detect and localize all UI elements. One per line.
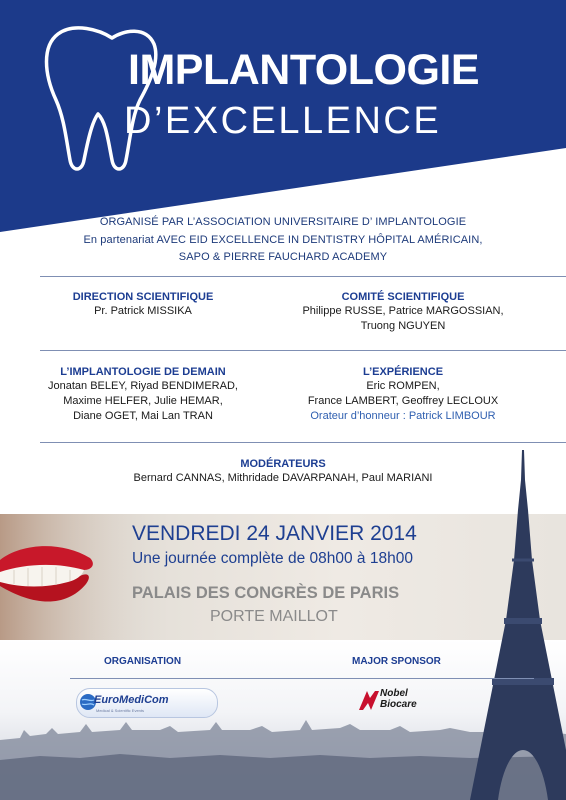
demain-block (8, 365, 278, 424)
comite-block (268, 290, 538, 334)
organizer-line-3: SAPO & PIERRE FAUCHARD ACADEMY (178, 251, 388, 263)
organizer-line-2: En partenariat AVEC EID EXCELLENCE IN DENTISTRY HÔPITAL AMÉRICAIN, (83, 234, 483, 246)
divider-2 (40, 350, 566, 351)
nobel-biocare-logo-text (380, 688, 417, 710)
experience-block (268, 365, 538, 424)
organizer-line-1: ORGANISÉ PAR L’ASSOCIATION UNIVERSITAIRE D’ IMPLANTOLOGIE (99, 216, 467, 228)
event-venue-sub: PORTE MAILLOT (210, 608, 338, 625)
comite-heading: COMITÉ SCIENTIFIQUE (341, 291, 465, 303)
eiffel-tower-image (468, 450, 566, 800)
euromedicom-logo-text: EuroMediCom (94, 694, 169, 706)
experience-heading: L’EXPÉRIENCE (362, 366, 444, 378)
title-line2: D’EXCELLENCE (124, 100, 442, 142)
experience-honor: Orateur d’honneur : Patrick LIMBOUR (310, 410, 496, 422)
experience-names-2: France LAMBERT, Geoffrey LECLOUX (307, 395, 499, 407)
experience-names-1: Eric ROMPEN, (366, 380, 440, 392)
demain-heading: L’IMPLANTOLOGIE DE DEMAIN (60, 366, 226, 378)
title-line1: IMPLANTOLOGIE (128, 46, 480, 94)
euromedicom-tagline: Medical & Scientific Events (96, 708, 145, 713)
direction-heading: DIRECTION SCIENTIFIQUE (72, 291, 214, 303)
organisation-label: ORGANISATION (104, 656, 182, 667)
event-venue: PALAIS DES CONGRÈS DE PARIS (132, 584, 400, 602)
demain-names-2: Maxime HELFER, Julie HEMAR, (63, 395, 223, 407)
event-hours: Une journée complète de 08h00 à 18h00 (132, 550, 413, 567)
biocare-line: Biocare (380, 699, 417, 710)
demain-names-1: Jonatan BELEY, Riyad BENDIMERAD, (48, 380, 238, 392)
footer-divider (70, 678, 534, 679)
moderateurs-names: Bernard CANNAS, Mithridade DAVARPANAH, Paul MARIANI (133, 472, 433, 484)
divider-3 (40, 442, 566, 443)
direction-block (8, 290, 278, 319)
nobel-biocare-icon (356, 688, 382, 714)
demain-names-3: Diane OGET, Mai Lan TRAN (73, 410, 213, 422)
event-date: VENDREDI 24 JANVIER 2014 (132, 522, 417, 545)
nobel-line: Nobel (380, 688, 408, 699)
comite-names-2: Truong NGUYEN (360, 320, 446, 332)
moderateurs-heading: MODÉRATEURS (240, 458, 326, 470)
comite-names-1: Philippe RUSSE, Patrice MARGOSSIAN, (302, 305, 504, 317)
header-band (0, 0, 566, 240)
sponsor-label: MAJOR SPONSOR (352, 656, 441, 667)
direction-name: Pr. Patrick MISSIKA (94, 305, 192, 317)
divider-1 (40, 276, 566, 277)
